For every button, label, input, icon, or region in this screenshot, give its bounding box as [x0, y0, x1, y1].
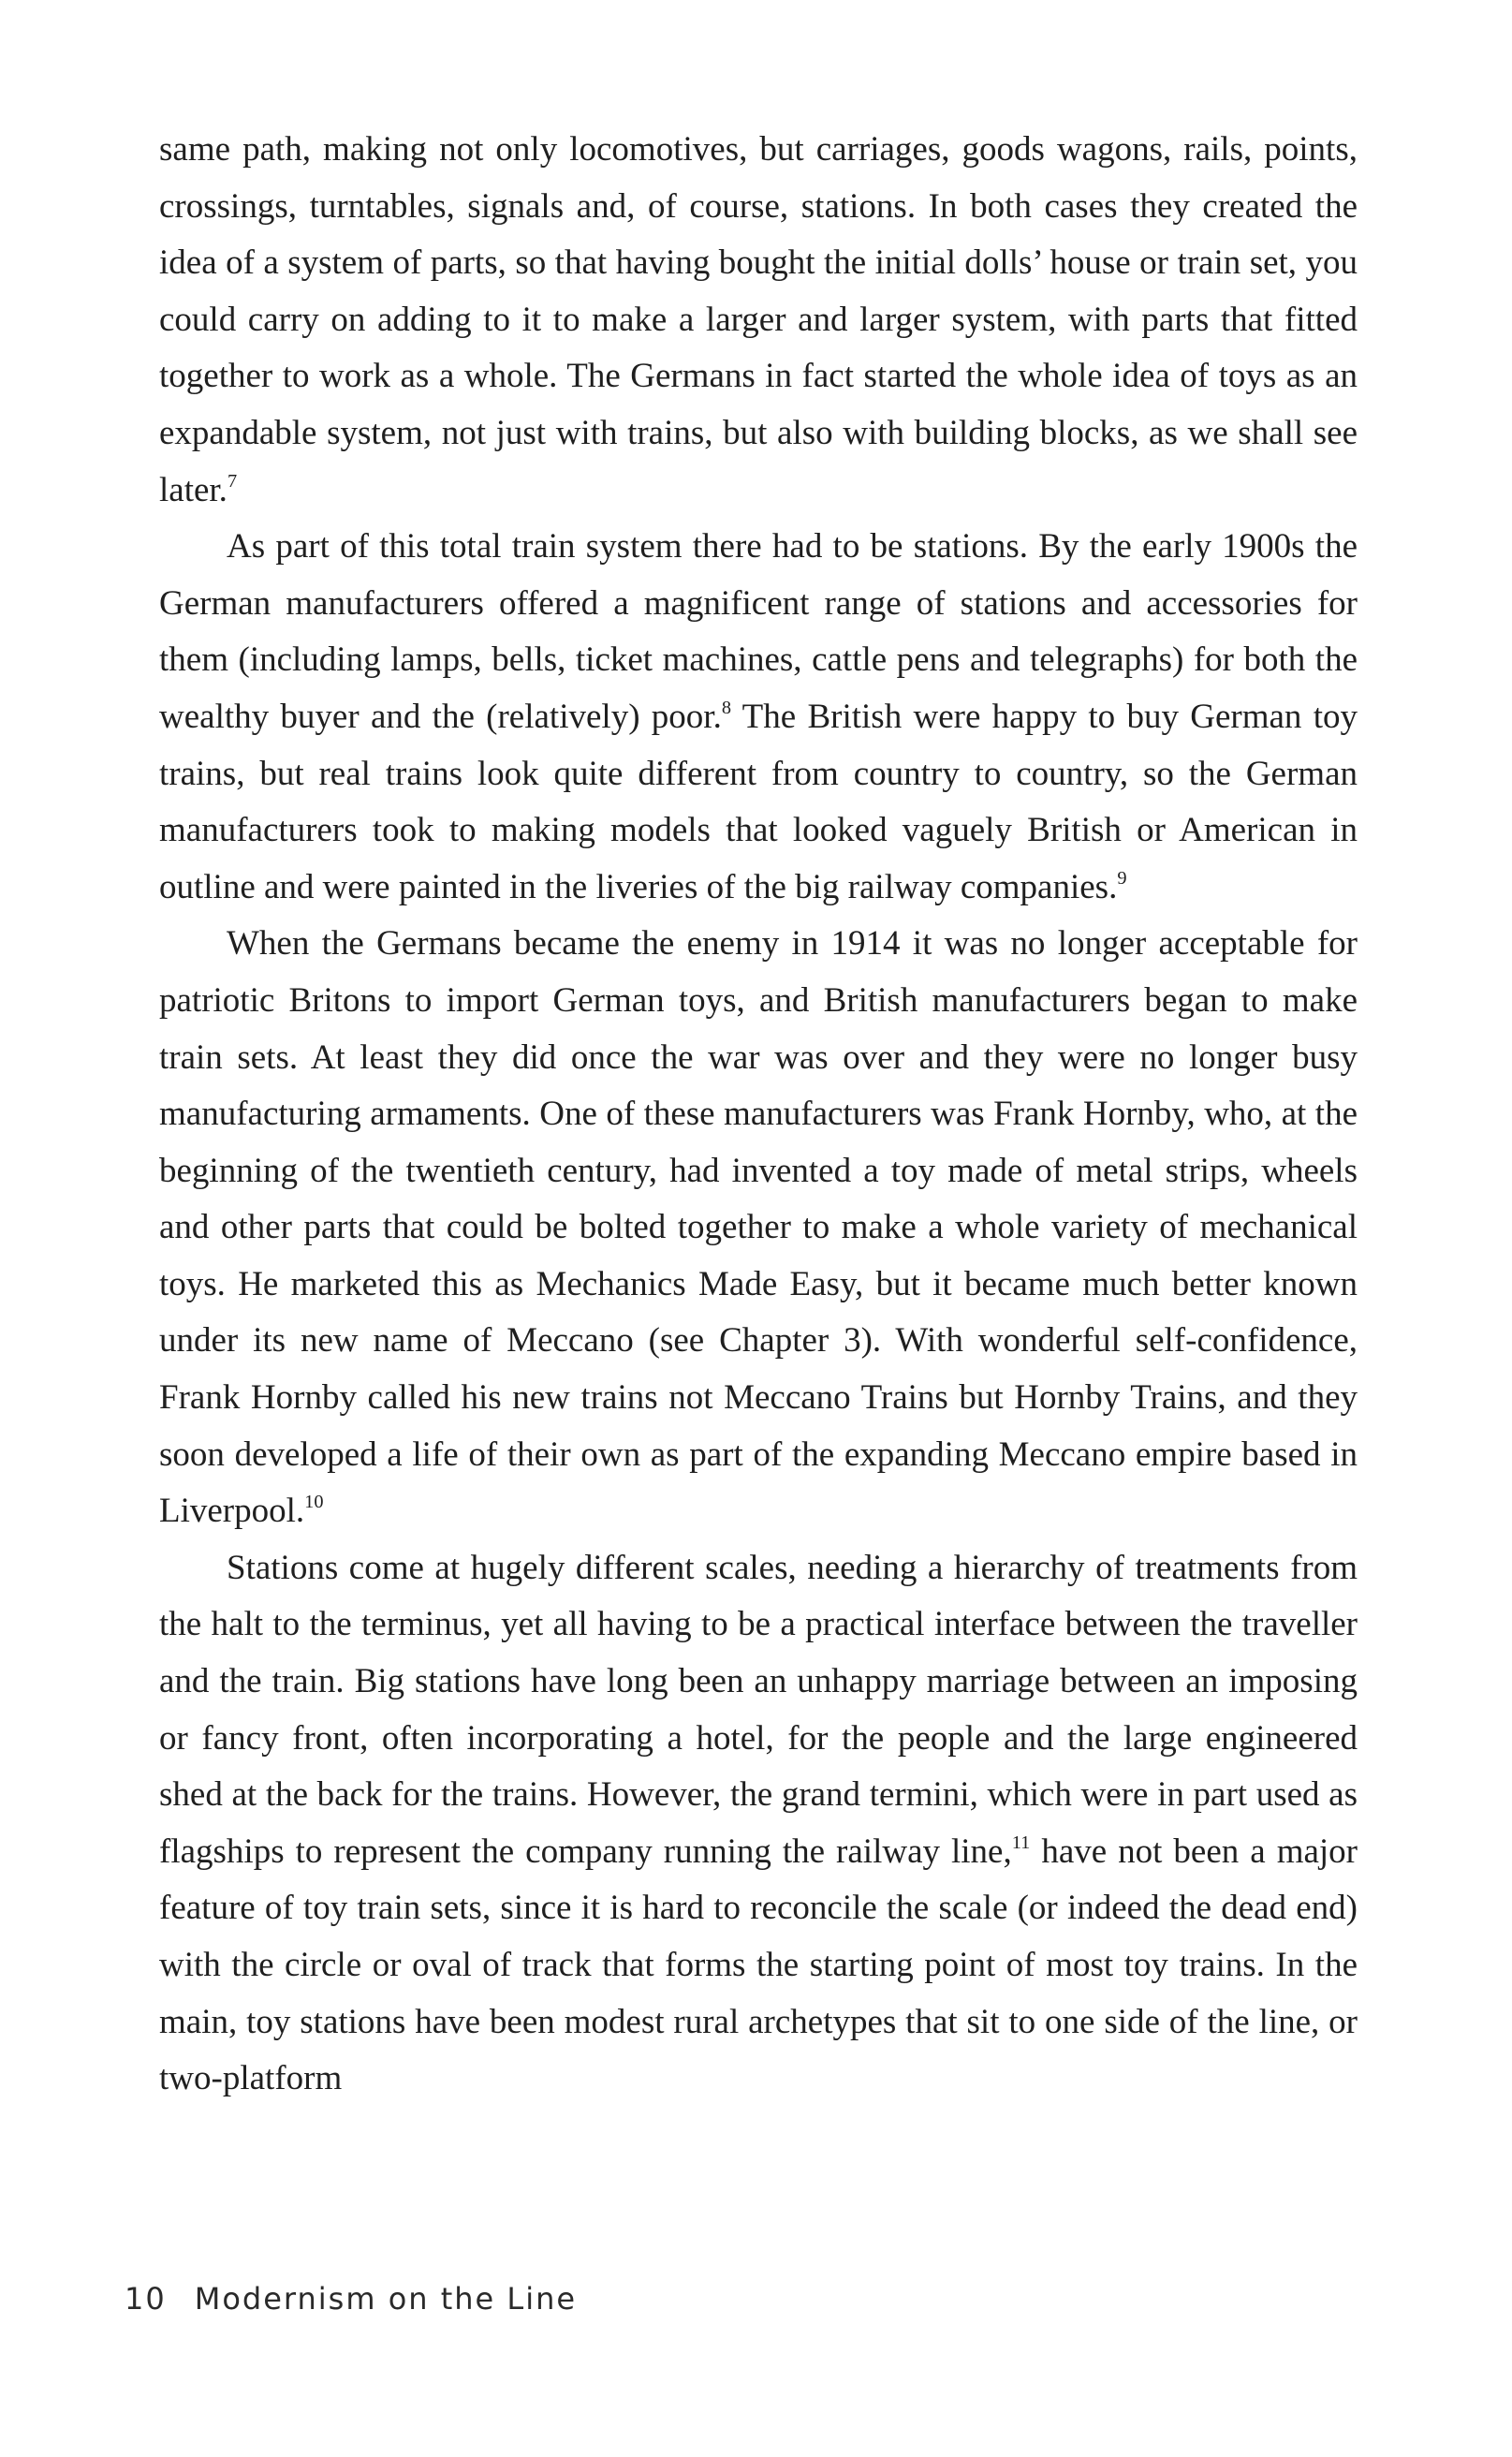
footnote-marker-10: 10: [304, 1492, 324, 1512]
paragraph-4-text-a: Stations come at hugely different scales, needing a hierarchy of treatments from the halt to the terminus, yet all having to be a practical interface between the traveller and the train. Big stations have long been an unhappy marriage between an imposing or fancy front, often incorporating a hotel, for the people and the large engineered shed at the back for the trains. However, the grand termini, which were in part used as flagships to represent the company running the railway line,: [159, 1548, 1358, 1871]
paragraph-4: [159, 1540, 1358, 2108]
paragraph-1: [159, 122, 1358, 519]
running-title: Modernism on the Line: [194, 2281, 578, 2317]
page-footer: [125, 2281, 577, 2317]
footnote-marker-7: 7: [227, 470, 238, 492]
paragraph-1-text: same path, making not only locomotives, but carriages, goods wagons, rails, points, crossings, turntables, signals and, of course, stations. In both cases they created the idea of a system of parts, so that having bought the initial dolls’ house or train set, you could carry on adding to it to make a larger and larger system, with parts that fitted together to work as a whole. The Germans in fact started the whole idea of toys as an expandable system, not just with trains, but also with building blocks, as we shall see later.: [159, 130, 1358, 509]
paragraph-2-text-b: The British were happy to buy German toy trains, but real trains look quite different from country to country, so the German manufacturers took to making models that looked vaguely British or American in outline and were painted in the liveries of the big railway companies.: [159, 697, 1358, 906]
footnote-marker-8: 8: [721, 697, 732, 718]
paragraph-2: [159, 519, 1358, 916]
paragraph-2-text-a: As part of this total train system there had to be stations. By the early 1900s the German manufacturers offered a magnificent range of stations and accessories for them (including lamps, bells, ticket machines, cattle pens and telegraphs) for both the wealthy buyer and the (relatively) poor.: [159, 527, 1358, 736]
footnote-marker-11: 11: [1011, 1832, 1031, 1853]
paragraph-3: [159, 916, 1358, 1540]
paragraph-4-text-b: have not been a major feature of toy train sets, since it is hard to reconcile the scale (or indeed the dead end) with the circle or oval of track that forms the starting point of most toy trains. In the main, toy stations have been modest rural archetypes that sit to one side of the line, or two-platform: [159, 1832, 1358, 2098]
body-text: [159, 122, 1358, 2108]
paragraph-3-text: When the Germans became the enemy in 1914 it was no longer acceptable for patriotic Britons to import German toys, and British manufacturers began to make train sets. At least they did once the war was over and they were no longer busy manufacturing armaments. One of these manufacturers was Frank Hornby, who, at the beginning of the twentieth century, had invented a toy made of metal strips, wheels and other parts that could be bolted together to make a whole variety of mechanical toys. He marketed this as Mechanics Made Easy, but it became much better known under its new name of Meccano (see Chapter 3). With wonderful self-confidence, Frank Hornby called his new trains not Meccano Trains but Hornby Trains, and they soon developed a life of their own as part of the expanding Meccano empire based in Liverpool.: [159, 924, 1358, 1531]
footnote-marker-9: 9: [1117, 867, 1127, 889]
page-number: 10: [125, 2281, 167, 2317]
